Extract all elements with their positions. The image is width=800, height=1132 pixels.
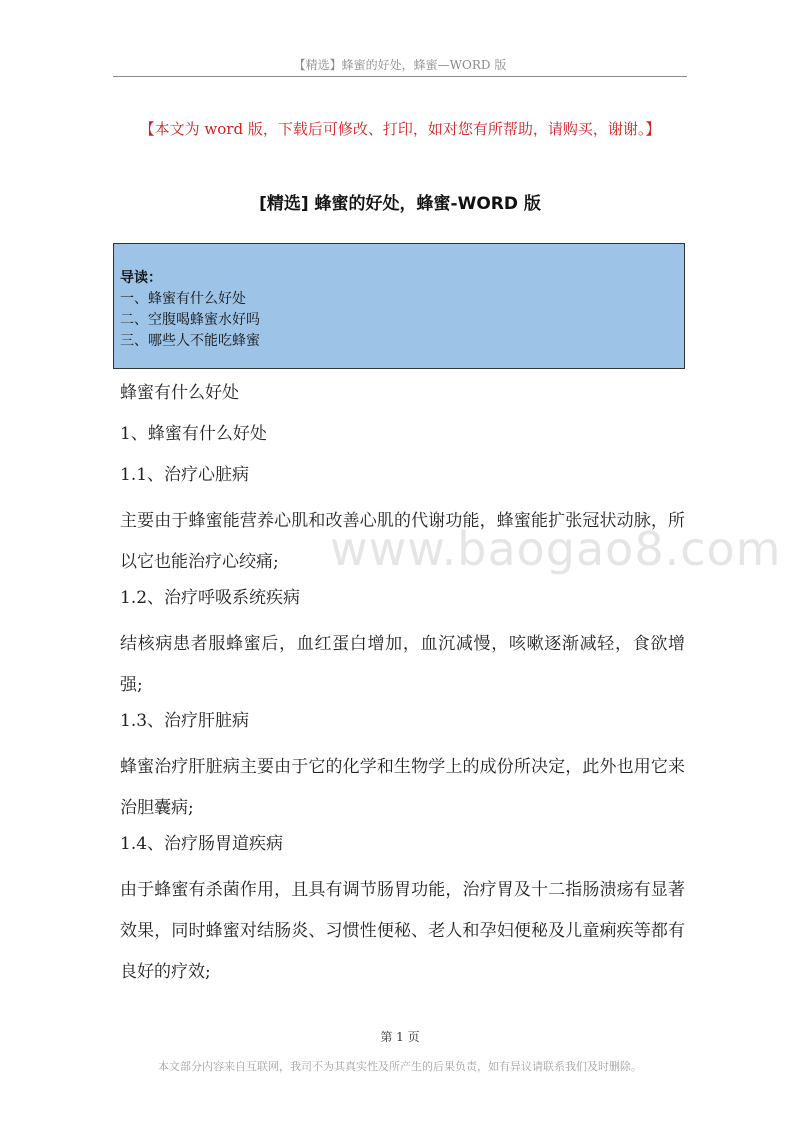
subheading-1-2: 1.2、治疗呼吸系统疾病 (120, 588, 301, 608)
paragraph-1-3: 蜂蜜治疗肝脏病主要由于它的化学和生物学上的成份所决定，此外也用它来治胆囊病; (120, 757, 685, 818)
paragraph-1-4: 由于蜂蜜有杀菌作用，且具有调节肠胃功能，治疗胃及十二指肠溃疡有显著效果，同时蜂蜜对结肠炎、习惯性便秘、老人和孕妇便秘及儿童痢疾等都有良好的疗效; (120, 880, 685, 982)
paragraph-1-1: 主要由于蜂蜜能营养心肌和改善心肌的代谢功能，蜂蜜能扩张冠状动脉，所以它也能治疗心绞痛; (120, 511, 685, 572)
guide-box (113, 243, 685, 369)
footer-disclaimer: 本文部分内容来自互联网，我司不为其真实性及所产生的后果负责，如有异议请联系我们及时删除。 (158, 1060, 642, 1073)
header-text: 【精选】蜂蜜的好处，蜂蜜—WORD 版 (293, 58, 507, 72)
paragraph-1-2: 结核病患者服蜂蜜后，血红蛋白增加，血沉减慢，咳嗽逐渐减轻，食欲增强; (120, 634, 685, 695)
guide-item: 一、蜂蜜有什么好处 (120, 291, 246, 307)
page-header (113, 56, 687, 77)
subheading-1-4: 1.4、治疗肠胃道疾病 (120, 834, 284, 854)
guide-item: 二、空腹喝蜂蜜水好吗 (120, 312, 260, 328)
subheading-1-1: 1.1、治疗心脏病 (120, 465, 250, 485)
section-title: 蜂蜜有什么好处 (120, 383, 239, 403)
guide-label: 导读： (120, 270, 162, 286)
page-number: 第 1 页 (380, 1030, 420, 1044)
guide-item: 三、哪些人不能吃蜂蜜 (120, 333, 260, 349)
subheading-1-3: 1.3、治疗肝脏病 (120, 711, 250, 731)
document-title: [精选] 蜂蜜的好处，蜂蜜-WORD 版 (259, 194, 541, 214)
heading-1: 1、蜂蜜有什么好处 (120, 424, 267, 444)
purchase-notice: 【本文为 word 版，下载后可修改、打印，如对您有所帮助，请购买，谢谢。】 (139, 120, 661, 138)
watermark: www.baogao8.com (330, 522, 782, 576)
document-body (120, 378, 685, 993)
